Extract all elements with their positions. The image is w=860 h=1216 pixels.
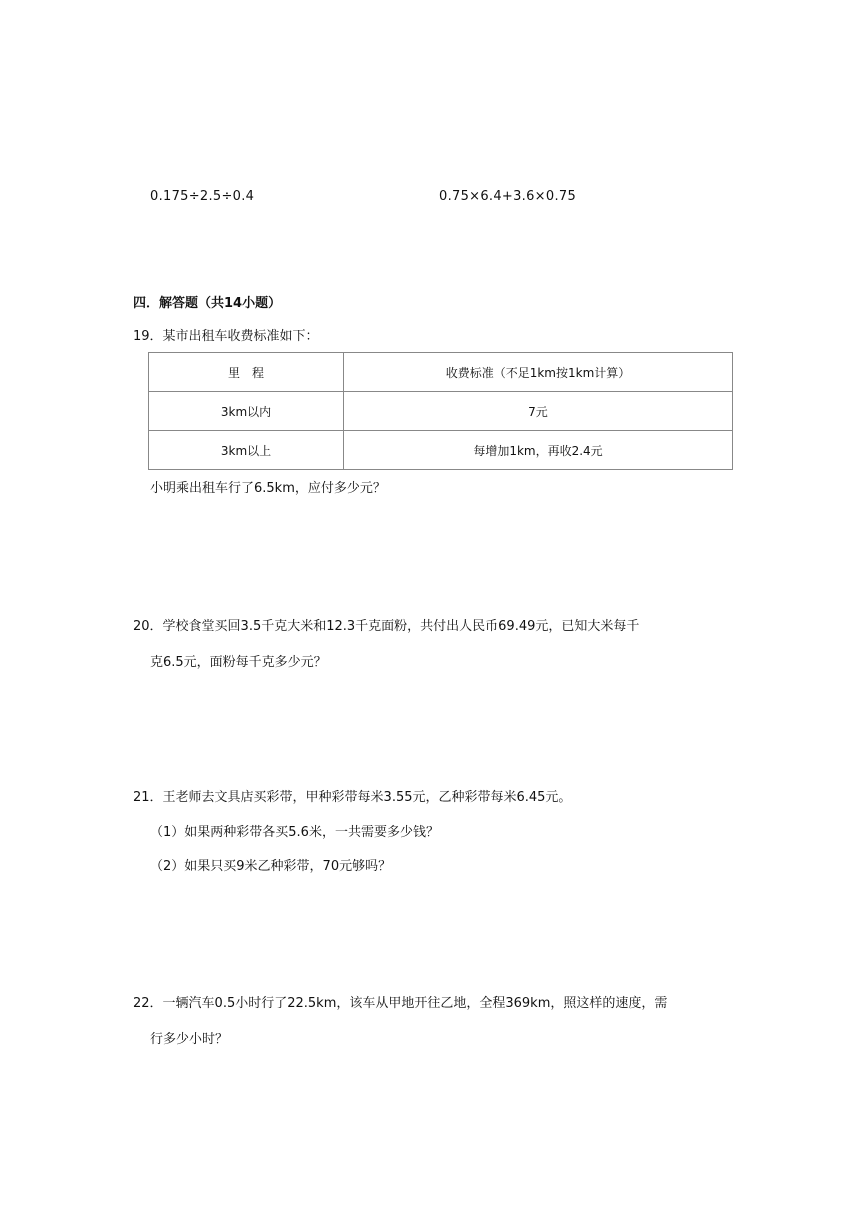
question-20-line1: 20．学校食堂买回3.5千克大米和12.3千克面粉，共付出人民币69.49元，已知大米每千 [133, 619, 640, 634]
question-19-ask: 小明乘出租车行了6.5km，应付多少元？ [150, 481, 386, 496]
table-cell: 3km以上 [149, 431, 344, 470]
question-22-line1: 22．一辆汽车0.5小时行了22.5km，该车从甲地开往乙地，全程369km，照这样的速度，需 [133, 996, 668, 1011]
table-row [149, 431, 733, 470]
section-title: 四．解答题（共14小题） [133, 296, 282, 311]
question-20-line2: 克6.5元，面粉每千克多少元？ [150, 655, 327, 670]
question-19-text: 19．某市出租车收费标准如下： [133, 329, 319, 344]
expression-left: 0.175÷2.5÷0.4 [150, 189, 255, 204]
table-row [149, 392, 733, 431]
question-21-text: 21．王老师去文具店买彩带，甲种彩带每米3.55元，乙种彩带每米6.45元。 [133, 790, 572, 805]
table-cell: 3km以内 [149, 392, 344, 431]
fee-table [148, 352, 733, 470]
table-header-distance: 里 程 [149, 353, 344, 392]
table-header-fee: 收费标准（不足1km按1km计算） [344, 353, 733, 392]
table-cell: 每增加1km，再收2.4元 [344, 431, 733, 470]
question-22-line2: 行多少小时？ [150, 1032, 229, 1047]
expression-right: 0.75×6.4+3.6×0.75 [439, 189, 577, 204]
table-header-row [149, 353, 733, 392]
question-21-sub2: （2）如果只买9米乙种彩带，70元够吗？ [150, 859, 392, 874]
table-cell: 7元 [344, 392, 733, 431]
question-21-sub1: （1）如果两种彩带各买5.6米，一共需要多少钱？ [150, 825, 439, 840]
